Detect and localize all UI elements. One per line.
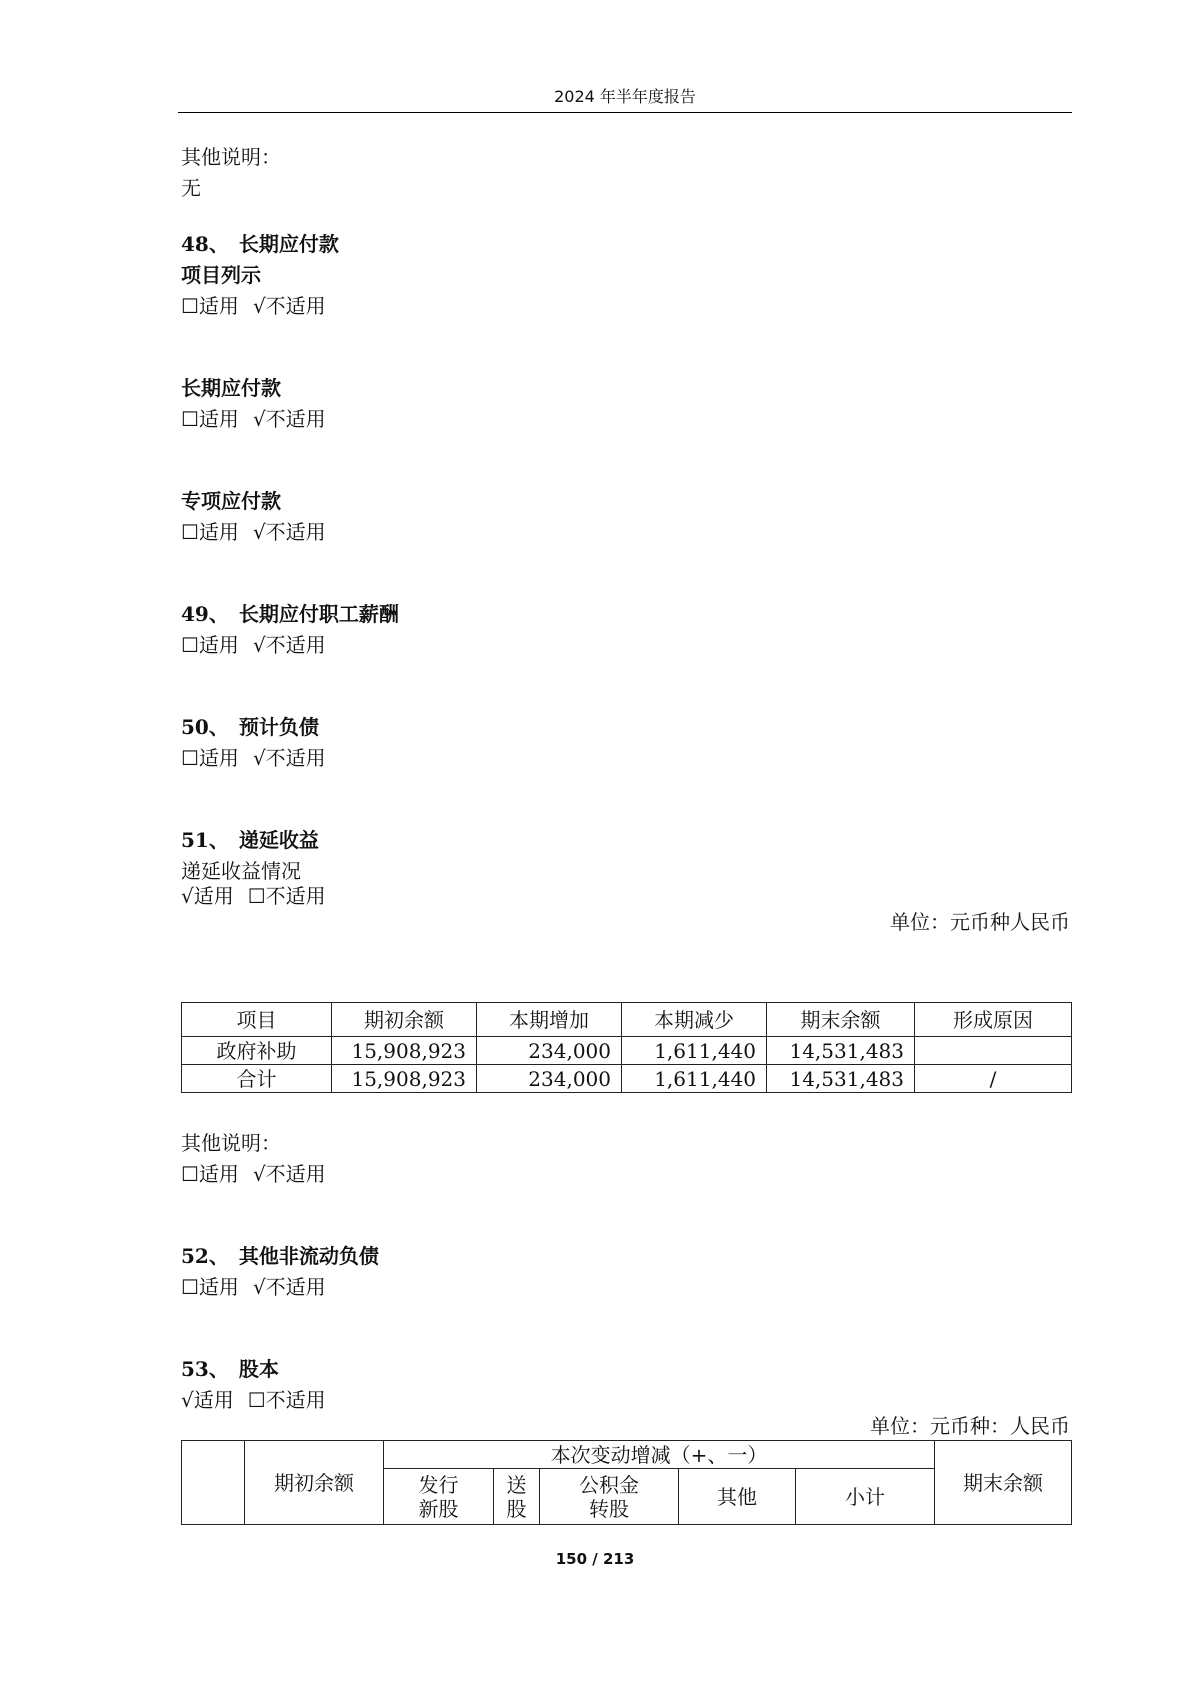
header-cell: 期末余额 — [935, 1441, 1072, 1525]
applies-checkbox: ☐适用 — [181, 520, 239, 544]
header-cell: 项目 — [182, 1003, 332, 1037]
section-48-heading — [181, 232, 339, 256]
applicability-options — [181, 633, 326, 657]
applies-checkbox: ☐适用 — [181, 294, 239, 318]
table-cell — [915, 1037, 1072, 1065]
section-number: 49、 — [181, 602, 229, 626]
header-cell: 本期减少 — [622, 1003, 767, 1037]
section-number: 52、 — [181, 1244, 229, 1268]
deferred-income-table — [181, 1002, 1072, 1093]
section-number: 53、 — [181, 1357, 229, 1381]
not-applies-checkbox: √不适用 — [252, 746, 326, 770]
applicability-options — [181, 1388, 326, 1412]
header-cell — [384, 1469, 494, 1525]
section-title: 股本 — [238, 1357, 279, 1381]
page-header: 2024 年半年度报告 — [178, 84, 1072, 113]
table-cell: 15,908,923 — [332, 1037, 477, 1065]
header-cell — [494, 1469, 540, 1525]
header-text: 公积金 — [579, 1472, 639, 1497]
section-number: 50、 — [181, 715, 229, 739]
table-header-row — [182, 1003, 1072, 1037]
section-title: 递延收益 — [238, 828, 319, 852]
other-note-value: 无 — [181, 176, 201, 200]
not-applies-checkbox-empty: ☐不适用 — [247, 1388, 326, 1412]
header-text: 转股 — [589, 1496, 629, 1521]
section-title: 其他非流动负债 — [238, 1244, 379, 1268]
applicability-options — [181, 407, 326, 431]
header-text: 股 — [506, 1496, 527, 1521]
header-cell: 期末余额 — [767, 1003, 915, 1037]
header-text: 新股 — [418, 1496, 459, 1521]
header-cell-change-group: 本次变动增减（+、一） — [384, 1441, 935, 1469]
applies-checkbox: ☐适用 — [181, 633, 239, 657]
header-text: 发行 — [418, 1472, 459, 1497]
table-cell: / — [915, 1065, 1072, 1093]
applicability-options — [181, 1162, 326, 1186]
table-cell: 14,531,483 — [767, 1065, 915, 1093]
header-cell: 其他 — [679, 1469, 796, 1525]
other-note-label: 其他说明： — [181, 1131, 281, 1155]
table-cell: 1,611,440 — [622, 1037, 767, 1065]
section-title: 预计负债 — [238, 715, 319, 739]
section-number: 48、 — [181, 232, 229, 256]
unit-label: 单位：元币种人民币 — [890, 910, 1070, 934]
table-cell: 15,908,923 — [332, 1065, 477, 1093]
section-number: 51、 — [181, 828, 229, 852]
applies-checkbox: ☐适用 — [181, 746, 239, 770]
applicability-options — [181, 520, 326, 544]
section-title: 长期应付款 — [238, 232, 339, 256]
applies-checkbox: ☐适用 — [181, 407, 239, 431]
table-cell: 14,531,483 — [767, 1037, 915, 1065]
applicability-options — [181, 294, 326, 318]
applies-checkbox-checked: √适用 — [181, 884, 234, 908]
applicability-options — [181, 746, 326, 770]
header-cell: 形成原因 — [915, 1003, 1072, 1037]
page-number: 150 / 213 — [555, 1550, 635, 1568]
not-applies-checkbox: √不适用 — [252, 294, 326, 318]
not-applies-checkbox-empty: ☐不适用 — [247, 884, 326, 908]
section-48-sub-special: 专项应付款 — [181, 489, 281, 513]
section-53-heading — [181, 1357, 279, 1381]
not-applies-checkbox: √不适用 — [252, 407, 326, 431]
section-50-heading — [181, 715, 319, 739]
section-48-sub-items: 项目列示 — [181, 263, 261, 287]
table-cell: 234,000 — [477, 1037, 622, 1065]
header-text: 送 — [506, 1472, 527, 1497]
section-51-subtitle: 递延收益情况 — [181, 859, 301, 883]
header-cell: 期初余额 — [332, 1003, 477, 1037]
table-cell: 234,000 — [477, 1065, 622, 1093]
not-applies-checkbox: √不适用 — [252, 1275, 326, 1299]
table-row — [182, 1037, 1072, 1065]
header-cell: 期初余额 — [245, 1441, 384, 1525]
header-cell — [540, 1469, 679, 1525]
unit-label: 单位：元币种：人民币 — [870, 1414, 1070, 1438]
applicability-options — [181, 1275, 326, 1299]
applies-checkbox-checked: √适用 — [181, 1388, 234, 1412]
applies-checkbox: ☐适用 — [181, 1275, 239, 1299]
applies-checkbox: ☐适用 — [181, 1162, 239, 1186]
table-cell: 政府补助 — [182, 1037, 332, 1065]
section-title: 长期应付职工薪酬 — [238, 602, 399, 626]
share-capital-table — [181, 1440, 1072, 1525]
table-row — [182, 1065, 1072, 1093]
header-cell: 本期增加 — [477, 1003, 622, 1037]
table-cell: 合计 — [182, 1065, 332, 1093]
section-51-heading — [181, 828, 319, 852]
table-cell: 1,611,440 — [622, 1065, 767, 1093]
other-note-label: 其他说明： — [181, 145, 281, 169]
not-applies-checkbox: √不适用 — [252, 633, 326, 657]
not-applies-checkbox: √不适用 — [252, 520, 326, 544]
not-applies-checkbox: √不适用 — [252, 1162, 326, 1186]
table-header-row — [182, 1441, 1072, 1469]
applicability-options — [181, 884, 326, 908]
section-49-heading — [181, 602, 399, 626]
section-52-heading — [181, 1244, 379, 1268]
header-cell-blank — [182, 1441, 245, 1525]
section-48-sub-payables: 长期应付款 — [181, 376, 281, 400]
header-cell: 小计 — [796, 1469, 935, 1525]
